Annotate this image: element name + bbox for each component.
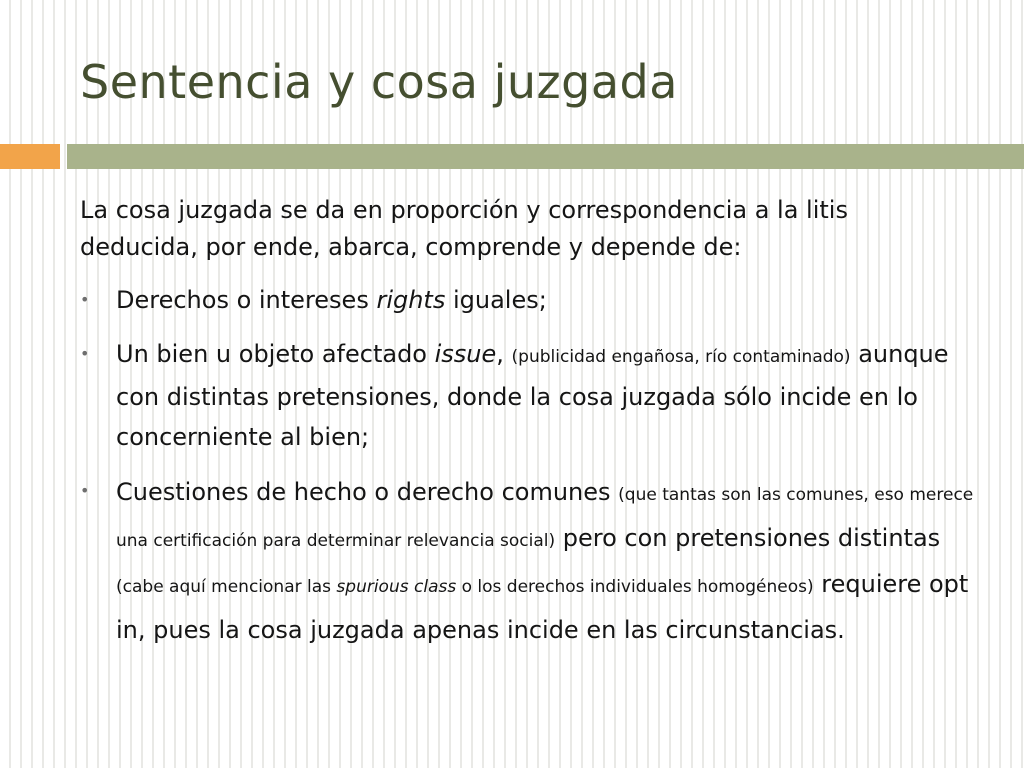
accent-bar-orange bbox=[0, 144, 60, 169]
bullet-italic-term: rights bbox=[376, 286, 446, 314]
accent-bar-olive bbox=[67, 144, 1024, 169]
bullet-text: Cuestiones de hecho o derecho comunes bbox=[116, 478, 619, 506]
intro-paragraph: La cosa juzgada se da en proporción y correspondencia a la litis deducida, por ende, abarca, comprende y depende de: bbox=[80, 196, 848, 261]
slide-title: Sentencia y cosa juzgada bbox=[80, 55, 678, 109]
bullet-text: pero con pretensiones distintas bbox=[555, 524, 941, 552]
bullet-item-issue bbox=[80, 334, 985, 457]
bullet-italic-term: spurious class bbox=[336, 577, 457, 597]
bullet-item-rights bbox=[80, 280, 985, 320]
bullet-item-common-questions bbox=[80, 471, 985, 652]
bullet-dot-icon: • bbox=[80, 344, 90, 363]
bullet-note: (que tantas son las comunes, eso merece una certificación para determinar relevancia social) bbox=[116, 485, 974, 551]
bullet-list bbox=[80, 280, 985, 652]
bullet-italic-term: issue bbox=[434, 340, 497, 368]
bullet-text: aunque con distintas pretensiones, donde la cosa juzgada sólo incide en lo concerniente al bien; bbox=[116, 340, 949, 451]
bullet-text: , bbox=[496, 340, 512, 368]
bullet-text: requiere opt in, pues la cosa juzgada apenas incide en las circunstancias. bbox=[116, 570, 969, 644]
bullet-note: o los derechos individuales homogéneos) bbox=[456, 577, 814, 597]
bullet-text: iguales; bbox=[445, 286, 547, 314]
bullet-text: Derechos o intereses bbox=[116, 286, 377, 314]
bullet-note: (cabe aquí mencionar las bbox=[116, 577, 337, 597]
slide-body bbox=[80, 192, 985, 666]
bullet-note: (publicidad engañosa, río contaminado) bbox=[511, 347, 851, 367]
bullet-dot-icon: • bbox=[80, 290, 90, 309]
bullet-text: Un bien u objeto afectado bbox=[116, 340, 435, 368]
bullet-dot-icon: • bbox=[80, 481, 90, 500]
